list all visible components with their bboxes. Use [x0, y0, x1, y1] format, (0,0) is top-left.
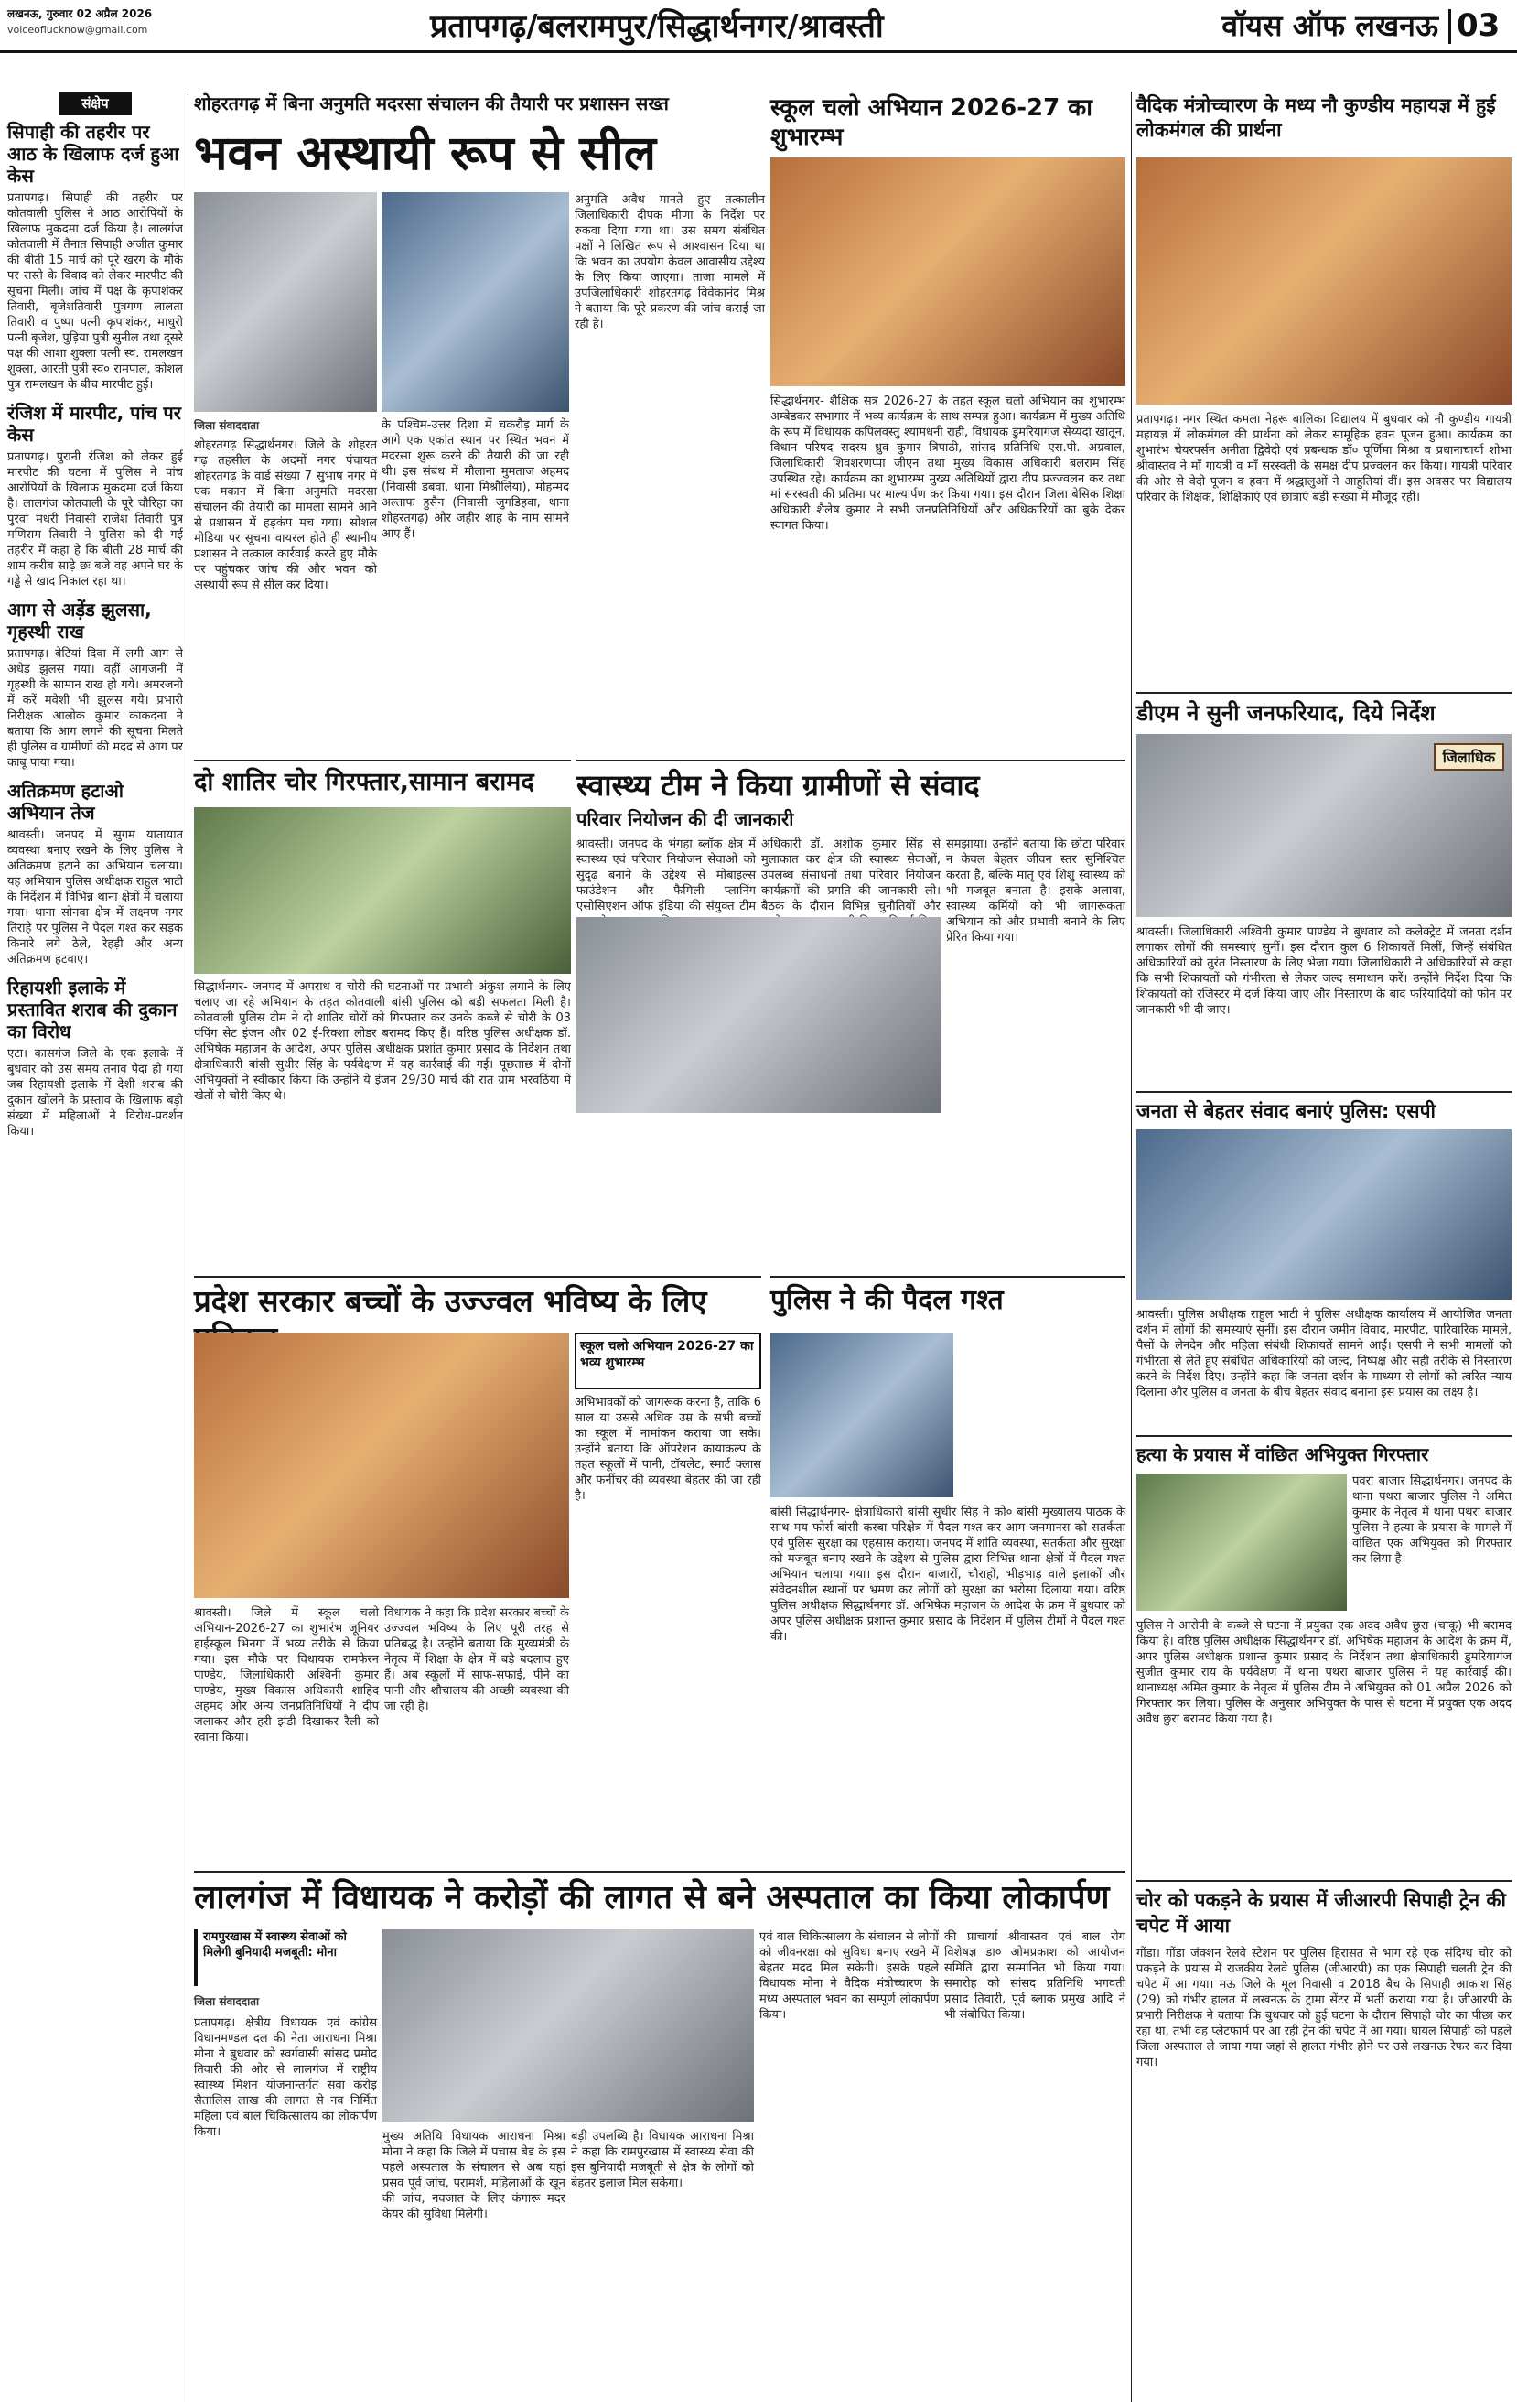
article-col: मुख्य अतिथि विधायक आराधना मिश्रा मोना ने कहा कि जिले में पचास बेड के इस पहले अस्पताल के संचालन से अब यहां प्रसव पूर्व जांच, परामर्श, महिलाओं के खून की जांच, नवजात के लिए कंगारू मदर केयर की सुविधा मिलेगी।	[382, 2130, 565, 2221]
article-arrest	[1136, 1435, 1512, 1874]
article-col: विधायक ने कहा कि प्रदेश सरकार बच्चों के उज्ज्वल भविष्य के लिए पूरी तरह से प्रतिबद्ध है। उन्होंने बताया कि मुख्यमंत्री के नेतृत्व में शिक्षा के क्षेत्र में बड़े बदलाव हुए हैं। अब स्कूलों में साफ-सफाई, पीने का पानी और शौचालय की अच्छी व्यवस्था की जा रही है।	[384, 1606, 569, 1713]
article-col: श्रावस्ती। जनपद के भंगहा ब्लॉक क्षेत्र में स्वास्थ्य एवं परिवार नियोजन सेवाओं को सुदृढ़ बनाने के उद्देश्य से मोबाइल्स फाउंडेशन और फैमिली प्लानिंग एसोसिएशन ऑफ इंडिया की संयुक्त टीम	[576, 837, 756, 913]
sidebar-item-body: श्रावस्ती। जनपद में सुगम यातायात व्यवस्था बनाए रखने के लिए पुलिस ने अतिक्रमण हटाने का अभियान चलाया। यह अभियान पुलिस अधीक्षक राहुल भाटी के निर्देशन में विभिन्न थाना क्षेत्रों में चलाया गया। थाना सोनवा क्षेत्र में लक्ष्मण नगर तिराहे पर पुलिस ने पैदल गश्त कर सड़क किनारे लगे ठेले, रेहड़ी और अन्य अतिक्रमण हटवाए।	[7, 828, 183, 966]
article-police-patrol	[770, 1276, 1125, 1862]
article-body: सिद्धार्थनगर- शैक्षिक सत्र 2026-27 के तहत स्कूल चलो अभियान का शुभारम्भ अम्बेडकर सभागार में भव्य कार्यक्रम के साथ सम्पन्न हुआ। कार्यक्रम में मुख्य अतिथि के रूप में विधायक कपिलवस्तु श्यामधनी राही, विधायक डुमरियागंज सैय्यदा खातून, विधान परिषद सदस्य ध्रुव कुमार त्रिपाठी, सांसद प्रतिनिधि एस.पी. अग्रवाल, जिलाधिकारी शिवशरणप्पा जीएन तथा मुख्य विकास अधिकारी बलराम सिंह उपस्थित रहे। कार्यक्रम का शुभारम्भ मुख्य अतिथियों द्वारा दीप प्रज्ज्वलन कर तथा मां सरस्वती की प्रतिमा पर माल्यार्पण कर किया गया। इस दौरान जिला बेसिक शिक्षा अधिकारी शैलेष कुमार ने सभी जनप्रतिनिधियों और अधिकारियों का बुके देकर स्वागत किया।	[770, 394, 1125, 533]
article-body: श्रावस्ती। जिलाधिकारी अश्विनी कुमार पाण्डेय ने बुधवार को कलेक्ट्रेट में जनता दर्शन लगाकर लोगों की समस्याएं सुनीं। इस दौरान कुल 6 शिकायतें मिलीं, जिन्हें संबंधित अधिकारियों को तुरंत निस्तारण के लिए भेजा गया। जिलाधिकारी ने अधिकारियों से कहा कि सभी शिकायतों को गंभीरता से लेकर जल्द समाधान करें। उन्होंने निर्देश दिया कि शिकायतों को रजिस्टर में दर्ज किया जाए और निस्तारण के बाद फरियादियों को फोन पर जानकारी भी दी जाए।	[1136, 925, 1512, 1017]
column-divider	[1131, 92, 1132, 2402]
article-col: के पश्चिम-उत्तर दिशा में चकरौड़ मार्ग के आगे एक एकांत स्थान पर स्थित भवन में मदरसा शुरू करने की तैयारी की जा रही थी। इस संबंध में मौलाना मुमताज अहमद (निवासी डबवा, थाना मिश्रौलिया), मोहम्मद अल्ताफ हुसैन (निवासी जुगडिहवा, थाना शोहरतगढ़) और जहीर शाह के नाम सामने आए हैं।	[382, 418, 569, 541]
article-school-shravasti	[194, 1276, 761, 1862]
dateline: लखनऊ, गुरुवार 02 अप्रैल 2026	[7, 7, 153, 20]
news-photo	[194, 807, 571, 974]
sidebar-label: संक्षेप	[59, 92, 132, 115]
section-rule	[770, 1276, 1125, 1278]
pull-quote	[194, 1929, 377, 1986]
article-headline: हत्या के प्रयास में वांछित अभियुक्त गिरफ्तार	[1136, 1443, 1429, 1465]
article-body: श्रावस्ती। पुलिस अधीक्षक राहुल भाटी ने पुलिस अधीक्षक कार्यालय में आयोजित जनता दर्शन में लोगों की समस्याएं सुनीं। इस दौरान जमीन विवाद, मारपीट, पारिवारिक मामले, पैसों के लेनदेन और महिला संबंधी शिकायतें सामने आईं। एसपी ने सभी मामलों को गंभीरता से लेते हुए संबंधित अधिकारियों को जल्द, निष्पक्ष और सही तरीके से निस्तारण करने के निर्देश दिए। उन्होंने कहा कि जनता दर्शन के माध्यम से लोगों को त्वरित न्याय दिलाना और पुलिस व जनता के बीच बेहतर संवाद बनाना इस प्रयास का लक्ष्य है।	[1136, 1308, 1512, 1399]
news-photo	[576, 917, 941, 1113]
article-headline: वैदिक मंत्रोच्चारण के मध्य नौ कुण्डीय महायज्ञ में हुई लोकमंगल की प्रार्थना	[1136, 94, 1496, 141]
sidebar-item-head: सिपाही की तहरीर पर आठ के खिलाफ दर्ज हुआ केस	[7, 121, 179, 187]
article-col: अभिभावकों को जागरूक करना है, ताकि 6 साल या उससे अधिक उम्र के सभी बच्चों का स्कूल में नामांकन कराया जा सके। उन्होंने बताया कि ऑपरेशन कायाकल्प के तहत स्कूलों में पानी, टॉयलेट, स्मार्ट क्लास और फर्नीचर की व्यवस्था बेहतर की जा रही है।	[575, 1396, 761, 1503]
article-col: अनुमति अवैध मानते हुए तत्कालीन जिलाधिकारी दीपक मीणा के निर्देश पर रुकवा दिया गया था। उस समय संबंधित पक्षों ने लिखित रूप से आश्वासन दिया था कि भवन का उपयोग केवल आवासीय उद्देश्य के लिए किया जाएगा। ताजा मामले में उपजिलाधिकारी शोहरतगढ़ विवेकानंद मिश्र ने बताया कि पूरे प्रकरण की जांच कराई जा रही है।	[575, 193, 765, 331]
article-headline: चोर को पकड़ने के प्रयास में जीआरपी सिपाही ट्रेन की चपेट में आया	[1136, 1889, 1506, 1937]
article-col: की प्राचार्या श्रीवास्तव एवं बाल रोग विशेषज्ञ डा० ओमप्रकाश को आयोजन समिति द्वारा सम्मानित भी किया गया। समारोह को सांसद प्रतिनिधि भगवती प्रसाद तिवारी, पूर्व ब्लाक प्रमुख आदि ने भी संबोधित किया।	[944, 1930, 1125, 2022]
section-rule	[194, 760, 571, 761]
article-headline: पुलिस ने की पैदल गश्त	[770, 1284, 1004, 1316]
article-body: पुलिस ने आरोपी के कब्जे से घटना में प्रयुक्त एक अदद अवैध छुरा (चाकू) भी बरामद किया है। वरिष्ठ पुलिस अधीक्षक सिद्धार्थनगर डॉ. अभिषेक महाजन के आदेश के क्रम में, अपर पुलिस अधीक्षक प्रशान्त कुमार प्रसाद के निर्देशन तथा क्षेत्राधिकारी डुमरियागंज सुजीत कुमार राय के पर्यवेक्षण में थाना पथरा बाजार पुलिस ने यह कार्रवाई की। थानाध्यक्ष अमित कुमार के नेतृत्व में पुलिस टीम ने अभियुक्त को 01 अप्रैल 2026 को गिरफ्तार कर लिया। पुलिस के अनुसार अभियुक्त के पास से घटना में प्रयुक्त एक अदद अवैध छुरा बरामद किया गया है।	[1136, 1619, 1512, 1726]
article-sp-public	[1136, 1091, 1512, 1430]
article-dm-hearing	[1136, 692, 1512, 1085]
article-col: पवरा बाजार सिद्धार्थनगर। जनपद के थाना पथरा बाजार पुलिस ने अमित कुमार के नेतृत्व में थाना पथरा बाजार पुलिस ने हत्या के प्रयास के मामले में वांछित एक अभियुक्त को गिरफ्तार कर लिया है।	[1352, 1474, 1512, 1566]
article-headline: लालगंज में विधायक ने करोड़ों की लागत से बने अस्पताल का किया लोकार्पण	[194, 1879, 1110, 1917]
article-subhead: परिवार नियोजन की दी जानकारी	[576, 808, 794, 830]
section-rule	[1136, 1091, 1512, 1093]
article-thieves	[194, 760, 571, 1272]
campaign-label: स्कूल चलो अभियान 2026-27 का भव्य शुभारम्भ	[580, 1339, 754, 1370]
article-headline: दो शातिर चोर गिरफ्तार,सामान बरामद	[194, 768, 534, 796]
byline: जिला संवाददाता	[194, 419, 260, 432]
article-body: बांसी सिद्धार्थनगर- क्षेत्राधिकारी बांसी सुधीर सिंह ने को० बांसी मुख्यालय पाठक के साथ मय फोर्स बांसी कस्बा परिक्षेत्र में पैदल गश्त कर आम जनमानस को सतर्कता एवं पुलिस सुरक्षा का एहसास कराया। जनपद में शांति व्यवस्था, सतर्कता और सुरक्षा को मजबूत बनाए रखने के उद्देश्य से पुलिस द्वारा विभिन्न थाना क्षेत्रों में पैदल गश्त अभियान चलाया गया। इस दौरान बाजारों, चौराहों, भीड़भाड़ वाले इलाकों और संवेदनशील स्थानों पर भ्रमण कर लोगों को सुरक्षा का भरोसा दिलाया गया। वरिष्ठ पुलिस अधीक्षक सिद्धार्थनगर डॉ. अभिषेक महाजन के आदेश के क्रम में बुधवार को अपर पुलिस अधीक्षक प्रशान्त कुमार प्रसाद के निर्देशन में पुलिस टीमों ने पैदल गश्त की।	[770, 1506, 1125, 1644]
article-headline: डीएम ने सुनी जनफरियाद, दिये निर्देश	[1136, 700, 1436, 726]
article-school-siddharthnagar	[770, 92, 1125, 760]
article-hospital	[194, 1871, 1125, 2402]
district-header: प्रतापगढ़/बलरामपुर/सिद्धार्थनगर/श्रावस्ती	[430, 8, 884, 45]
sidebar-item-body: प्रतापगढ़। पुरानी रंजिश को लेकर हुई मारपीट की घटना में पुलिस ने पांच आरोपियों के खिलाफ मुकदमा दर्ज किया है। लालगंज कोतवाली के पूरे चौरिहा का पुरवा मधरी निवासी राजेश तिवारी पुत्र मणिराम तिवारी ने पुलिस को दी गई तहरीर में कहा है कि बीती 28 मार्च की शाम करीब साढ़े छः बजे वह अपने घर के गड्ढे से खाद निकाल रहा था।	[7, 450, 183, 589]
article-grp-constable	[1136, 1880, 1512, 2402]
sidebar-item	[7, 977, 183, 1139]
article-body: सिद्धार्थनगर- जनपद में अपराध व चोरी की घटनाओं पर प्रभावी अंकुश लगाने के लिए चलाए जा रहे अभियान के तहत कोतवाली बांसी पुलिस को बड़ी सफलता मिली है। कोतवाली पुलिस टीम ने दो शातिर चोरों को गिरफ्तार कर उनके कब्जे से चोरी के 03 पंपिंग सेट इंजन और 02 ई-रिक्शा लोडर बरामद किए हैं। वरिष्ठ पुलिस अधीक्षक डॉ. अभिषेक महाजन के आदेश, अपर पुलिस अधीक्षक प्रशांत कुमार प्रसाद के निर्देशन तथा क्षेत्राधिकारी बांसी सुधीर सिंह के पर्यवेक्षण में यह कार्रवाई की गई। पूछताछ में दोनों अभियुक्तों ने स्वीकार किया कि उन्होंने ये इंजन 29/30 मार्च की रात ग्राम भरवठिया में खेतों से चोरी किए थे।	[194, 980, 571, 1103]
sidebar-item	[7, 121, 183, 393]
article-madrasa	[194, 92, 765, 750]
article-col: एवं बाल चिकित्सालय के संचालन से लोगों को जीवनरक्षा को सुविधा बनाए रखने में बेहतर मदद मिल सकेगी। इसके पहले विधायक मोना ने वैदिक मंत्रोच्चारण के मध्य अस्पताल भवन का सम्पूर्ण लोकार्पण किया।	[759, 1930, 939, 2022]
office-sign: जिलाधिक	[1434, 743, 1504, 771]
section-rule	[1136, 1435, 1512, 1437]
campaign-box	[575, 1333, 761, 1389]
sidebar	[7, 92, 183, 2402]
article-col: शोहरतगढ़ सिद्धार्थनगर। जिले के शोहरत गढ़ तहसील के अदमों नगर पंचायत शोहरतगढ़ के वार्ड संख्या 7 सुभाष नगर में एक मकान में बिना अनुमति मदरसा संचालन की तैयारी का मामला सामने आने से प्रशासन में हड़कंप मच गया। सोशल मीडिया पर सूचना वायरल होते ही स्थानीय प्रशासन ने तत्काल कार्रवाई करते हुए मौके पर पहुंचकर जांच की और भवन को अस्थायी रूप से सील कर दिया।	[194, 438, 377, 592]
sidebar-item	[7, 780, 183, 967]
page-number: 03	[1457, 7, 1501, 44]
pull-quote-text: रामपुरखास में स्वास्थ्य सेवाओं को मिलेगी बुनियादी मजबूती: मोना	[203, 1930, 347, 1960]
sidebar-item	[7, 599, 183, 771]
news-photo	[1136, 1474, 1347, 1611]
article-col: अधिकारी डॉ. अशोक कुमार सिंह से मुलाकात कर क्षेत्र की स्वास्थ्य सेवाओं, उपलब्ध संसाधनों तथा परिवार नियोजन कार्यक्रमों की प्रगति की जानकारी ली। बैठक के दौरान विभिन्न चुनौतियों और	[761, 837, 941, 913]
sidebar-item-body: एटा। कासगंज जिले के एक इलाके में बुधवार को उस समय तनाव पैदा हो गया जब रिहायशी इलाके में देशी शराब की दुकान खोलने के प्रस्ताव के खिलाफ बड़ी संख्या में महिलाओं ने विरोध-प्रदर्शन किया।	[7, 1047, 183, 1139]
article-body: गोंडा। गोंडा जंक्शन रेलवे स्टेशन पर पुलिस हिरासत से भाग रहे एक संदिग्ध चोर को पकड़ने के प्रयास में राजकीय रेलवे पुलिस (जीआरपी) का एक सिपाही चलती ट्रेन की चपेट में आ गया। मऊ जिले के मूल निवासी व 2018 बैच के सिपाही आकाश सिंह (29) को गंभीर हालत में लखनऊ के ट्रामा सेंटर में भर्ती कराया गया है। जीआरपी के प्रभारी निरीक्षक ने बताया कि बुधवार को हुई घटना के दौरान सिपाही चोर का पीछा कर रहा था, तभी वह प्लेटफार्म पर आ रही ट्रेन की चपेट में आ गया। घायल सिपाही को पहले जिला अस्पताल ले जाया गया जहां से हालत गंभीर होने पर उसे लखनऊ रेफर कर दिया गया।	[1136, 1947, 1512, 2069]
news-photo	[1136, 734, 1512, 917]
article-col: समझाया। उन्होंने बताया कि छोटा परिवार न केवल बेहतर जीवन स्तर सुनिश्चित करता है, बल्कि मातृ एवं शिशु स्वास्थ्य को भी मजबूत बनाता है। इसके अलावा, स्वास्थ्य कर्मियों को भी जागरूकता अभियान को और प्रभावी बनाने के लिए प्रेरित किया गया।	[946, 837, 1125, 945]
article-kicker: शोहरतगढ़ में बिना अनुमति मदरसा संचालन की तैयारी पर प्रशासन सख्त	[194, 92, 669, 114]
article-headline: जनता से बेहतर संवाद बनाएं पुलिस: एसपी	[1136, 1100, 1436, 1122]
section-rule	[576, 760, 1125, 761]
sidebar-item-head: अतिक्रमण हटाओ अभियान तेज	[7, 780, 124, 824]
article-headline: स्कूल चलो अभियान 2026-27 का शुभारम्भ	[770, 94, 1092, 151]
article-headline: स्वास्थ्य टीम ने किया ग्रामीणों से संवाद	[576, 768, 980, 803]
article-col: प्रतापगढ़। क्षेत्रीय विधायक एवं कांग्रेस विधानमण्डल दल की नेता आराधना मिश्रा मोना ने बुधवार को स्वर्गवासी सांसद प्रमोद तिवारी की ओर से लालगंज में राष्ट्रीय स्वास्थ्य मिशन योजनान्तर्गत सवा करोड़ सैतालिस लाख की लागत से नव निर्मित महिला एवं बाल चिकित्सालय का लोकार्पण किया।	[194, 2016, 377, 2139]
section-rule	[194, 1871, 1125, 1873]
news-photo	[1136, 1129, 1512, 1300]
news-photo	[382, 192, 569, 412]
article-yagya	[1136, 92, 1512, 686]
header-divider	[1448, 9, 1451, 44]
article-body: प्रतापगढ़। नगर स्थित कमला नेहरू बालिका विद्यालय में बुधवार को नौ कुण्डीय गायत्री महायज्ञ में लोकमंगल की प्रार्थना को लेकर सामूहिक हवन पूजन हुआ। कार्यक्रम का शुभारंभ चेयरपर्सन अनीता द्विवेदी एवं प्रबन्धक डॉ० पूर्णिमा मिश्रा व प्रधानाचार्या शोभा श्रीवास्तव ने माँ गायत्री व माँ सरस्वती के समक्ष दीप प्रज्वलन कर किया। गायत्री परिवार की ओर से वेदी पूजन व हवन में श्रद्धालुओं ने आहुतियां दीं। इस अवसर पर विद्यालय परिवार के शिक्षक, शिक्षिकाएं एवं छात्राएं बड़ी संख्या में मौजूद रहीं।	[1136, 413, 1512, 504]
sidebar-item-head: रंजिश में मारपीट, पांच पर केस	[7, 402, 181, 446]
article-headline: भवन अस्थायी रूप से सील	[194, 126, 656, 181]
sidebar-item	[7, 402, 183, 589]
sidebar-item-head: आग से अड़ेंड झुलसा, गृहस्थी राख	[7, 599, 152, 642]
byline: जिला संवाददाता	[194, 1995, 260, 2008]
article-health-team	[576, 760, 1125, 1272]
article-col: श्रावस्ती। जिले में स्कूल चलो अभियान-2026-27 का शुभारंभ जूनियर हाईस्कूल भिनगा में भव्य तरीके से किया गया। इस मौके पर विधायक रामफेरन पाण्डेय, जिलाधिकारी अश्विनी कुमार पाण्डेय, मुख्य विकास अधिकारी शाहिद अहमद और अन्य जनप्रतिनिधियों ने दीप जलाकर और हरी झंडी दिखाकर रैली को रवाना किया।	[194, 1606, 379, 1744]
sidebar-item-body: प्रतापगढ़। सिपाही की तहरीर पर कोतवाली पुलिस ने आठ आरोपियों के खिलाफ मुकदमा दर्ज किया है। लालगंज कोतवाली में तैनात सिपाही अजीत कुमार की बीती 15 मार्च को पूरे खरग के मौके पर रास्ते के विवाद को लेकर मारपीट की सूचना मिली। जांच में पक्ष के कृपाशंकर तिवारी, बृजेशतिवारी पुत्रगण लालता तिवारी व पुष्पा पत्नी कृपाशंकर, माधुरी पत्नी बृजेश, पुड़िया पुत्री सुनील तथा दूसरे पक्ष की आशा शुक्ला पत्नी स्व. रामलखन शुक्ला, आरती पुत्री स्व० रामपाल, कोशल पुत्र रामलखन के बीच मारपीट हुई।	[7, 191, 183, 392]
news-photo	[770, 1333, 953, 1497]
sidebar-item-head: रिहायशी इलाके में प्रस्तावित शराब की दुकान का विरोध	[7, 977, 178, 1042]
section-rule	[194, 1276, 761, 1278]
news-photo	[194, 1333, 569, 1598]
news-photo	[770, 157, 1125, 386]
article-col: बड़ी उपलब्धि है। विधायक आराधना मिश्रा ने कहा कि रामपुरखास में स्वास्थ्य सेवा की इस बुनियादी मजबूती से क्षेत्र के लोगों को बेहतर इलाज मिल सकेगा।	[571, 2130, 754, 2190]
article-headline: प्रदेश सरकार बच्चों के उज्ज्वल भविष्य के लिए	[194, 1283, 707, 1319]
masthead	[0, 0, 1517, 53]
paper-name: वॉयस ऑफ लखनऊ	[1221, 8, 1438, 43]
section-rule	[1136, 692, 1512, 694]
news-photo	[382, 1929, 754, 2122]
sidebar-item-body: प्रतापगढ़। बेटियां दिवा में लगी आग से अधेड़ झुलस गया। वहीं आगजनी में गृहस्थी के सामान राख हो गये। अमरजनी में करें मवेशी भी झुलस गये। प्रभारी निरीक्षक आलोक कुमार काकदना ने बताया कि आग लगने की सूचना मिलते ही पुलिस व ग्रामीणों की मदद से आग पर काबू पाया गया।	[7, 647, 183, 770]
news-photo	[194, 192, 377, 412]
email: voiceoflucknow@gmail.com	[7, 24, 148, 36]
section-rule	[1136, 1880, 1512, 1882]
news-photo	[1136, 157, 1512, 405]
